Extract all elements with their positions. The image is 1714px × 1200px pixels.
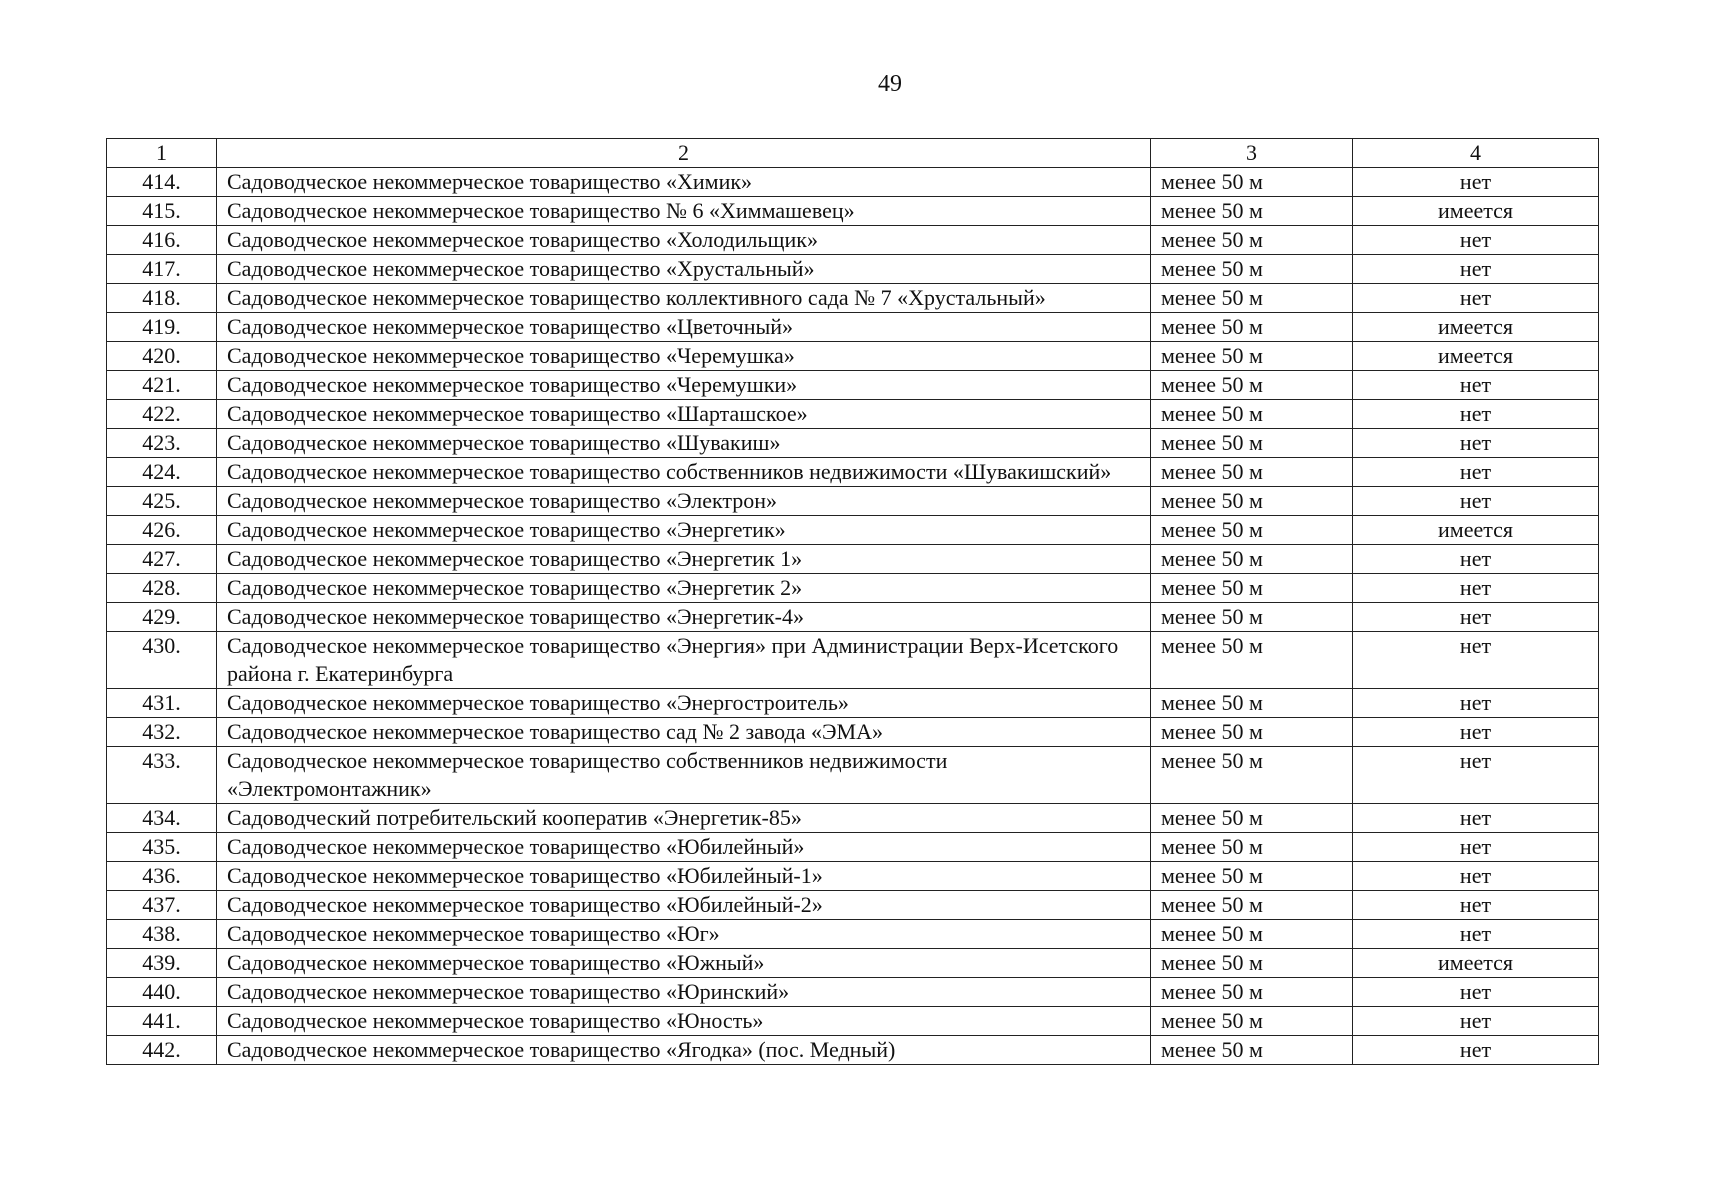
table-row <box>107 978 1599 1007</box>
table-row <box>107 1007 1599 1036</box>
row-number-cell: 442. <box>107 1036 217 1065</box>
table-row <box>107 313 1599 342</box>
table-row <box>107 545 1599 574</box>
organization-name-cell: Садоводческое некоммерческое товарищество «Юбилейный-1» <box>217 862 1151 891</box>
table-row <box>107 689 1599 718</box>
row-number-cell: 439. <box>107 949 217 978</box>
availability-cell: нет <box>1353 891 1599 920</box>
organization-name-cell: Садоводческое некоммерческое товарищество «Хрустальный» <box>217 255 1151 284</box>
row-number-cell: 420. <box>107 342 217 371</box>
availability-cell: нет <box>1353 747 1599 804</box>
organization-name-cell: Садоводческое некоммерческое товарищество «Ягодка» (пос. Медный) <box>217 1036 1151 1065</box>
organization-name-cell: Садоводческое некоммерческое товарищество «Черемушка» <box>217 342 1151 371</box>
distance-cell: менее 50 м <box>1151 632 1353 689</box>
row-number-cell: 421. <box>107 371 217 400</box>
table-row <box>107 226 1599 255</box>
organization-name-cell: Садоводческое некоммерческое товарищество «Цветочный» <box>217 313 1151 342</box>
distance-cell: менее 50 м <box>1151 689 1353 718</box>
table-body <box>107 168 1599 1065</box>
organization-name-cell: Садоводческое некоммерческое товарищество «Шувакиш» <box>217 429 1151 458</box>
organization-name-cell: Садоводческое некоммерческое товарищество «Холодильщик» <box>217 226 1151 255</box>
distance-cell: менее 50 м <box>1151 1036 1353 1065</box>
availability-cell: нет <box>1353 804 1599 833</box>
row-number-cell: 432. <box>107 718 217 747</box>
availability-cell: нет <box>1353 1007 1599 1036</box>
distance-cell: менее 50 м <box>1151 487 1353 516</box>
availability-cell: нет <box>1353 226 1599 255</box>
organization-name-cell: Садоводческое некоммерческое товарищество «Юность» <box>217 1007 1151 1036</box>
availability-cell: имеется <box>1353 197 1599 226</box>
table-row <box>107 920 1599 949</box>
availability-cell: нет <box>1353 603 1599 632</box>
distance-cell: менее 50 м <box>1151 516 1353 545</box>
row-number-cell: 415. <box>107 197 217 226</box>
column-header-3: 3 <box>1151 139 1353 168</box>
availability-cell: нет <box>1353 833 1599 862</box>
table-row <box>107 458 1599 487</box>
organization-name-cell: Садоводческое некоммерческое товарищество «Электрон» <box>217 487 1151 516</box>
page-number: 49 <box>878 71 902 97</box>
distance-cell: менее 50 м <box>1151 862 1353 891</box>
organization-name-cell: Садоводческое некоммерческое товарищество «Энергетик-4» <box>217 603 1151 632</box>
availability-cell: нет <box>1353 574 1599 603</box>
availability-cell: имеется <box>1353 342 1599 371</box>
availability-cell: имеется <box>1353 949 1599 978</box>
table-row <box>107 747 1599 804</box>
row-number-cell: 428. <box>107 574 217 603</box>
distance-cell: менее 50 м <box>1151 168 1353 197</box>
row-number-cell: 433. <box>107 747 217 804</box>
organization-name-cell: Садоводческое некоммерческое товарищество «Юбилейный-2» <box>217 891 1151 920</box>
organization-name-cell: Садоводческое некоммерческое товарищество «Юбилейный» <box>217 833 1151 862</box>
table-row <box>107 718 1599 747</box>
row-number-cell: 438. <box>107 920 217 949</box>
availability-cell: нет <box>1353 1036 1599 1065</box>
row-number-cell: 423. <box>107 429 217 458</box>
organization-name-cell: Садоводческое некоммерческое товарищество «Шарташское» <box>217 400 1151 429</box>
row-number-cell: 416. <box>107 226 217 255</box>
row-number-cell: 414. <box>107 168 217 197</box>
table-row <box>107 1036 1599 1065</box>
row-number-cell: 434. <box>107 804 217 833</box>
distance-cell: менее 50 м <box>1151 458 1353 487</box>
availability-cell: нет <box>1353 545 1599 574</box>
row-number-cell: 425. <box>107 487 217 516</box>
organization-name-cell: Садоводческое некоммерческое товарищество № 6 «Химмашевец» <box>217 197 1151 226</box>
distance-cell: менее 50 м <box>1151 429 1353 458</box>
availability-cell: нет <box>1353 400 1599 429</box>
availability-cell: имеется <box>1353 313 1599 342</box>
distance-cell: менее 50 м <box>1151 313 1353 342</box>
data-table <box>106 138 1599 1065</box>
row-number-cell: 424. <box>107 458 217 487</box>
availability-cell: имеется <box>1353 516 1599 545</box>
table-row <box>107 833 1599 862</box>
availability-cell: нет <box>1353 718 1599 747</box>
distance-cell: менее 50 м <box>1151 284 1353 313</box>
distance-cell: менее 50 м <box>1151 949 1353 978</box>
availability-cell: нет <box>1353 168 1599 197</box>
availability-cell: нет <box>1353 978 1599 1007</box>
distance-cell: менее 50 м <box>1151 978 1353 1007</box>
organization-name-cell: Садоводческое некоммерческое товарищество «Энергетик» <box>217 516 1151 545</box>
row-number-cell: 431. <box>107 689 217 718</box>
distance-cell: менее 50 м <box>1151 255 1353 284</box>
organization-name-cell: Садоводческое некоммерческое товарищество собственников недвижимости «Шувакишский» <box>217 458 1151 487</box>
row-number-cell: 429. <box>107 603 217 632</box>
organization-name-cell: Садоводческое некоммерческое товарищество сад № 2 завода «ЭМА» <box>217 718 1151 747</box>
table-row <box>107 371 1599 400</box>
row-number-cell: 437. <box>107 891 217 920</box>
column-header-4: 4 <box>1353 139 1599 168</box>
distance-cell: менее 50 м <box>1151 891 1353 920</box>
organization-name-cell: Садоводческое некоммерческое товарищество «Энергия» при Администрации Верх-Исетского района г. Екатеринбурга <box>217 632 1151 689</box>
availability-cell: нет <box>1353 458 1599 487</box>
table-row <box>107 429 1599 458</box>
table-row <box>107 284 1599 313</box>
row-number-cell: 426. <box>107 516 217 545</box>
distance-cell: менее 50 м <box>1151 226 1353 255</box>
distance-cell: менее 50 м <box>1151 545 1353 574</box>
table-row <box>107 574 1599 603</box>
table-row <box>107 487 1599 516</box>
organization-name-cell: Садоводческое некоммерческое товарищество «Химик» <box>217 168 1151 197</box>
availability-cell: нет <box>1353 632 1599 689</box>
row-number-cell: 430. <box>107 632 217 689</box>
organization-name-cell: Садоводческое некоммерческое товарищество «Южный» <box>217 949 1151 978</box>
table-row <box>107 400 1599 429</box>
row-number-cell: 435. <box>107 833 217 862</box>
availability-cell: нет <box>1353 429 1599 458</box>
distance-cell: менее 50 м <box>1151 342 1353 371</box>
row-number-cell: 419. <box>107 313 217 342</box>
column-header-1: 1 <box>107 139 217 168</box>
table-row <box>107 255 1599 284</box>
distance-cell: менее 50 м <box>1151 920 1353 949</box>
organization-name-cell: Садоводческое некоммерческое товарищество «Энергостроитель» <box>217 689 1151 718</box>
distance-cell: менее 50 м <box>1151 833 1353 862</box>
distance-cell: менее 50 м <box>1151 718 1353 747</box>
distance-cell: менее 50 м <box>1151 1007 1353 1036</box>
organization-name-cell: Садоводческое некоммерческое товарищество «Энергетик 1» <box>217 545 1151 574</box>
table-row <box>107 862 1599 891</box>
table-row <box>107 342 1599 371</box>
table-row <box>107 197 1599 226</box>
availability-cell: нет <box>1353 255 1599 284</box>
column-header-2: 2 <box>217 139 1151 168</box>
table-header-row <box>107 139 1599 168</box>
row-number-cell: 440. <box>107 978 217 1007</box>
row-number-cell: 422. <box>107 400 217 429</box>
distance-cell: менее 50 м <box>1151 197 1353 226</box>
availability-cell: нет <box>1353 487 1599 516</box>
row-number-cell: 417. <box>107 255 217 284</box>
table-row <box>107 168 1599 197</box>
organization-name-cell: Садоводческий потребительский кооператив «Энергетик-85» <box>217 804 1151 833</box>
organization-name-cell: Садоводческое некоммерческое товарищество «Юг» <box>217 920 1151 949</box>
table-row <box>107 891 1599 920</box>
table-row <box>107 603 1599 632</box>
table-row <box>107 632 1599 689</box>
availability-cell: нет <box>1353 862 1599 891</box>
organization-name-cell: Садоводческое некоммерческое товарищество «Юринский» <box>217 978 1151 1007</box>
availability-cell: нет <box>1353 371 1599 400</box>
distance-cell: менее 50 м <box>1151 574 1353 603</box>
availability-cell: нет <box>1353 284 1599 313</box>
organization-name-cell: Садоводческое некоммерческое товарищество коллективного сада № 7 «Хрустальный» <box>217 284 1151 313</box>
row-number-cell: 427. <box>107 545 217 574</box>
distance-cell: менее 50 м <box>1151 747 1353 804</box>
table-row <box>107 949 1599 978</box>
row-number-cell: 436. <box>107 862 217 891</box>
distance-cell: менее 50 м <box>1151 603 1353 632</box>
table-row <box>107 516 1599 545</box>
organization-name-cell: Садоводческое некоммерческое товарищество «Черемушки» <box>217 371 1151 400</box>
row-number-cell: 418. <box>107 284 217 313</box>
organization-name-cell: Садоводческое некоммерческое товарищество «Энергетик 2» <box>217 574 1151 603</box>
distance-cell: менее 50 м <box>1151 371 1353 400</box>
row-number-cell: 441. <box>107 1007 217 1036</box>
availability-cell: нет <box>1353 689 1599 718</box>
distance-cell: менее 50 м <box>1151 400 1353 429</box>
distance-cell: менее 50 м <box>1151 804 1353 833</box>
table-row <box>107 804 1599 833</box>
organization-name-cell: Садоводческое некоммерческое товарищество собственников недвижимости «Электромонтажник» <box>217 747 1151 804</box>
availability-cell: нет <box>1353 920 1599 949</box>
